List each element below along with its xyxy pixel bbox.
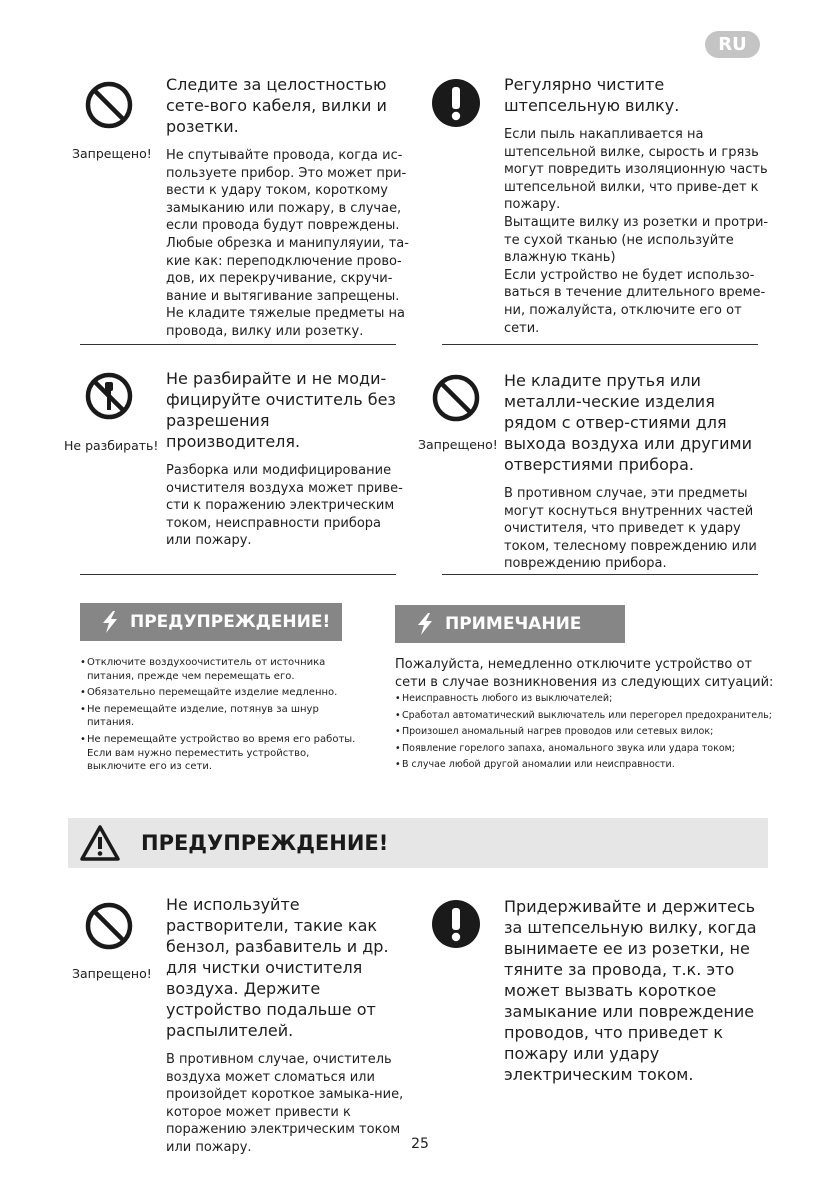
prohibited-label: Запрещено! xyxy=(72,146,152,161)
section-body: В противном случае, очиститель воздуха может сломаться или произойдет короткое замыка-ние, которое может привести к поражению электрическим током или пожару. xyxy=(166,1052,404,1155)
divider xyxy=(442,344,758,345)
prohibited-label: Запрещено! xyxy=(418,437,498,452)
section-title: Следите за целостностью сете-вого кабеля, вилки и розетки. xyxy=(166,75,387,136)
section-cable xyxy=(166,74,418,341)
divider xyxy=(80,574,396,575)
section-body: Если пыль накапливается на штепсельной вилке, сырость и грязь могут повредить изоляционную часть штепсельной вилки, что приве-дет к пожару. Вытащите вилку из розетки и протри-те сухой тканью (не используйте влажную ткань) Если устройство не будет использо-ваться в течение длительного време-ни, пожалуйста, отключите его от сети. xyxy=(504,127,769,336)
section-rods xyxy=(504,370,768,573)
list-item: • Обязательно перемещайте изделие медленно. xyxy=(80,686,360,700)
big-warning-title: ПРЕДУПРЕЖДЕНИЕ! xyxy=(141,831,389,855)
warning-banner xyxy=(80,603,342,641)
list-item: • Не перемещайте устройство во время его работы. Если вам нужно переместить устройство, выключите его из сети. xyxy=(80,733,360,774)
section-body: В противном случае, эти предметы могут коснуться внутренних частей очистителя, что приведет к удару током, телесному повреждению или повреждению прибора. xyxy=(504,486,757,572)
list-item: • Сработал автоматический выключатель или перегорел предохранитель; xyxy=(395,708,775,725)
note-intro: Пожалуйста, немедленно отключите устройство от сети в случае возникновения из следующих ситуаций: xyxy=(395,657,774,690)
list-item: • Отключите воздухоочиститель от источника питания, прежде чем перемещать его. xyxy=(80,656,360,683)
no-disassemble-icon xyxy=(84,371,134,421)
section-title: Не используйте растворители, такие как бензол, разбавитель и др. для чистки очистителя воздуха. Держите устройство подальше от распылителей. xyxy=(166,895,389,1040)
section-plug-clean xyxy=(504,74,774,337)
warning-triangle-icon xyxy=(79,824,121,862)
section-hold-plug xyxy=(504,896,766,1095)
list-item: • В случае любой другой аномалии или неисправности. xyxy=(395,757,775,774)
prohibited-icon xyxy=(84,80,134,130)
prohibited-icon xyxy=(431,373,481,423)
section-title: Не кладите прутья или металли-ческие изделия рядом с отвер-стиями для выхода воздуха или другими отверстиями прибора. xyxy=(504,371,752,474)
prohibited-icon xyxy=(84,901,134,951)
section-body: Разборка или модифицирование очистителя воздуха может приве-сти к поражению электрическим током, неисправности прибора или пожару. xyxy=(166,463,403,549)
warning-list xyxy=(80,656,360,777)
list-item: • Неисправность любого из выключателей; xyxy=(395,691,775,708)
section-disassemble xyxy=(166,368,406,550)
lightning-icon xyxy=(415,613,435,635)
language-badge: RU xyxy=(705,31,760,58)
list-item: • Произошел аномальный нагрев проводов или сетевых вилок; xyxy=(395,724,775,741)
prohibited-label: Запрещено! xyxy=(72,966,152,981)
section-title: Не разбирайте и не моди-фицируйте очиститель без разрешения производителя. xyxy=(166,369,396,451)
page-number: 25 xyxy=(411,1136,429,1152)
note-banner xyxy=(395,605,625,643)
warning-banner-title: ПРЕДУПРЕЖДЕНИЕ! xyxy=(130,612,331,632)
section-body: Не спутывайте провода, когда ис-пользуете прибор. Это может при-вести к удару током, короткому замыканию или пожару, в случае, если провода будут повреждены. Любые обрезка и манипуляуии, та-кие как: переподключение прово-дов, их перекручивание, скручи-вание и вытягивание запрещены. Не кладите тяжелые предметы на провода, вилку или розетку. xyxy=(166,148,409,339)
divider xyxy=(442,574,758,575)
list-item: • Не перемещайте изделие, потянув за шнур питания. xyxy=(80,703,360,730)
lightning-icon xyxy=(100,611,120,633)
note-banner-title: ПРИМЕЧАНИЕ xyxy=(445,614,582,634)
big-warning-bar xyxy=(68,818,768,868)
mandatory-icon xyxy=(431,78,481,128)
section-solvents xyxy=(166,894,410,1157)
note-content xyxy=(395,656,775,774)
mandatory-icon xyxy=(431,899,481,949)
no-disassemble-label: Не разбирать! xyxy=(64,438,159,453)
divider xyxy=(80,344,396,345)
list-item: • Появление горелого запаха, аномального звука или удара током; xyxy=(395,741,775,758)
section-title: Придерживайте и держитесь за штепсельную вилку, когда вынимаете ее из розетки, не тяните за провода, т.к. это может вызвать короткое замыкание или повреждение проводов, что приведет к пожару или удару электрическим током. xyxy=(504,897,757,1084)
section-title: Регулярно чистите штепсельную вилку. xyxy=(504,75,680,115)
